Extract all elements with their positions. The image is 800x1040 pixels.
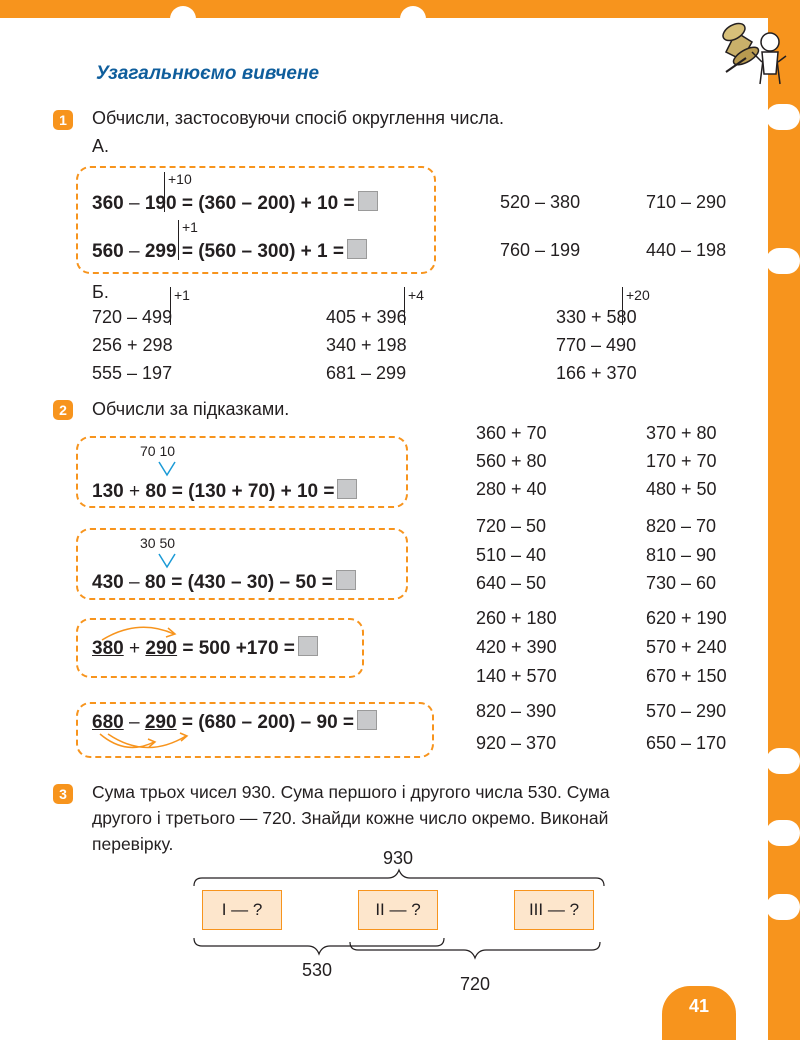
sum-label-530: 530 — [302, 960, 333, 980]
equation-rest: = (560 – 300) + 1 = — [176, 241, 344, 262]
task-item: 480 + 50 — [646, 479, 717, 499]
task-item: 340 + 198 — [326, 335, 407, 355]
task-item: 820 – 70 — [646, 516, 717, 536]
task-item: 330 + 580 — [556, 307, 637, 327]
answer-box[interactable] — [298, 636, 318, 656]
operator: – — [128, 572, 140, 593]
operand: 560 — [92, 241, 124, 262]
operand: 290 — [145, 638, 178, 659]
exercise-number-badge: 2 — [53, 400, 73, 420]
equation-rest: = (360 – 200) + 10 = — [176, 193, 355, 214]
answer-box[interactable] — [347, 239, 367, 259]
task-item: 670 + 150 — [646, 666, 727, 686]
problem-text-line: Сума трьох чисел 930. Сума першого і другого числа 530. Сума — [92, 782, 610, 802]
operand: 130 — [92, 481, 124, 502]
exercise-number-badge: 3 — [53, 784, 73, 804]
task-item: 260 + 180 — [476, 608, 557, 628]
operand-part: 29 — [144, 241, 166, 262]
task-item: 650 – 170 — [646, 733, 727, 753]
answer-box[interactable] — [358, 191, 378, 211]
hint-equation — [92, 636, 318, 660]
task-item: 620 + 190 — [646, 608, 727, 628]
task-item: 730 – 60 — [646, 573, 717, 593]
operand: 360 — [92, 193, 124, 214]
operand-part: 9 — [165, 241, 177, 262]
operator: + — [128, 481, 141, 502]
split-hint: 70 10 — [140, 443, 176, 459]
problem-text-line: перевірку. — [92, 834, 174, 854]
part-a-label: А. — [92, 136, 110, 156]
right-border — [768, 0, 800, 1040]
task-item: 710 – 290 — [646, 192, 727, 212]
border-notch — [766, 248, 800, 274]
operand-part: 1 — [144, 193, 156, 214]
rounding-hint: +10 — [168, 171, 192, 187]
answer-box[interactable] — [336, 570, 356, 590]
border-notch — [170, 6, 196, 32]
task-item: 405 + 396 — [326, 307, 407, 327]
operator: + — [128, 638, 141, 659]
operator: – — [128, 241, 140, 262]
hint-equation — [92, 479, 357, 503]
worked-equation — [92, 191, 378, 215]
operand-part: 90 — [155, 193, 177, 214]
exercise-1-instruction: Обчисли, застосовуючи спосіб округлення числа. — [92, 108, 504, 128]
exercise-2-instruction: Обчисли за підказками. — [92, 399, 290, 419]
unknown-number-box: II — ? — [358, 890, 438, 930]
total-sum-label: 930 — [383, 848, 414, 868]
equation-rest: = 500 +170 = — [177, 638, 295, 659]
operand: 290 — [144, 712, 177, 733]
answer-box[interactable] — [337, 479, 357, 499]
part-b-label: Б. — [92, 282, 109, 302]
operand: 430 — [92, 572, 124, 593]
task-item: 256 + 298 — [92, 335, 173, 355]
task-item: 140 + 570 — [476, 666, 557, 686]
task-item: 720 – 499 — [92, 307, 173, 327]
border-notch — [766, 820, 800, 846]
task-item: 166 + 370 — [556, 363, 637, 383]
equation-rest: = (430 – 30) – 50 = — [165, 572, 333, 593]
border-notch — [766, 894, 800, 920]
border-notch — [400, 6, 426, 32]
rounding-hint: +20 — [626, 287, 650, 303]
operand: 80 — [144, 572, 166, 593]
task-item: 560 + 80 — [476, 451, 547, 471]
split-hint: 30 50 — [140, 535, 176, 551]
pushpin-mascot-icon — [712, 12, 792, 90]
section-title: Узагальнюємо вивчене — [96, 63, 320, 84]
task-item: 920 – 370 — [476, 733, 557, 753]
worked-equation — [92, 239, 367, 263]
operator: – — [128, 712, 140, 733]
task-item: 555 – 197 — [92, 363, 173, 383]
operator: – — [128, 193, 140, 214]
task-item: 570 + 240 — [646, 637, 727, 657]
task-item: 760 – 199 — [500, 240, 581, 260]
problem-text-line: другого і третього — 720. Знайди кожне число окремо. Виконай — [92, 808, 609, 828]
task-item: 570 – 290 — [646, 701, 727, 721]
split-arrow-icon — [157, 460, 177, 478]
task-item: 440 – 198 — [646, 240, 727, 260]
operand: 380 — [92, 638, 124, 659]
task-item: 720 – 50 — [476, 516, 547, 536]
exercise-number-badge: 1 — [53, 110, 73, 130]
answer-box[interactable] — [357, 710, 377, 730]
page-number: 41 — [662, 986, 736, 1040]
task-item: 360 + 70 — [476, 423, 547, 443]
border-notch — [766, 104, 800, 130]
operand: 680 — [92, 712, 124, 733]
task-item: 510 – 40 — [476, 545, 547, 565]
task-item: 420 + 390 — [476, 637, 557, 657]
transfer-arrow-icon — [96, 730, 196, 754]
task-item: 770 – 490 — [556, 335, 637, 355]
task-item: 681 – 299 — [326, 363, 407, 383]
task-item: 520 – 380 — [500, 192, 581, 212]
unknown-number-box: I — ? — [202, 890, 282, 930]
task-item: 810 – 90 — [646, 545, 717, 565]
task-item: 370 + 80 — [646, 423, 717, 443]
split-arrow-icon — [157, 552, 177, 570]
sum-label-720: 720 — [460, 974, 491, 994]
equation-rest: = (130 + 70) + 10 = — [166, 481, 335, 502]
unknown-number-box: III — ? — [514, 890, 594, 930]
task-item: 170 + 70 — [646, 451, 717, 471]
rounding-hint: +1 — [182, 219, 198, 235]
task-item: 280 + 40 — [476, 479, 547, 499]
border-notch — [766, 748, 800, 774]
operand: 80 — [145, 481, 167, 502]
task-item: 820 – 390 — [476, 701, 557, 721]
equation-rest: = (680 – 200) – 90 = — [176, 712, 355, 733]
rounding-hint: +4 — [408, 287, 424, 303]
task-item: 640 – 50 — [476, 573, 547, 593]
rounding-hint: +1 — [174, 287, 190, 303]
hint-equation — [92, 570, 356, 594]
